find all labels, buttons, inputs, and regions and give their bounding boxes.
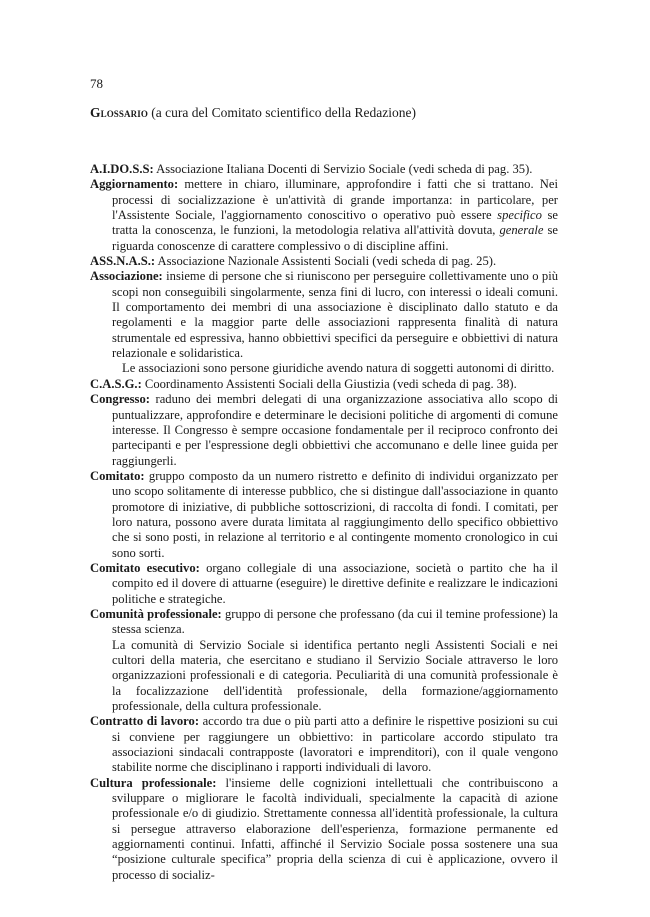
entry-term: A.I.DO.S.S:	[90, 162, 154, 176]
entry-term: Comitato:	[90, 468, 145, 483]
entry-definition: accordo tra due o più parti atto a definire le rispettive posizioni su cui si conviene per raggiungere un obbiettivo: in particolare accordo stipulato tra associazioni sindacali contrapposte (lavoratori e imprenditori), con il quale vengono stabilite norme che disciplinano i rapporti individuali di lavoro.	[112, 714, 558, 775]
glossary-entry-casg	[90, 377, 558, 392]
entry-emphasis: generale	[499, 223, 544, 238]
entry-term: Comitato esecutivo:	[90, 560, 200, 575]
section-heading	[90, 104, 570, 122]
glossary-entry-aidoss	[90, 162, 558, 177]
entry-definition: se riguarda conoscenze di carattere complessivo o di discipline affini.	[112, 223, 559, 253]
entry-term: Contratto di lavoro:	[90, 714, 200, 729]
entry-definition: Associazione Italiana Docenti di Servizio Sociale (vedi scheda di pag. 35).	[153, 162, 533, 176]
glossary-entry-comitato-esecutivo	[90, 561, 558, 607]
entry-term: C.A.S.G.:	[90, 376, 142, 391]
glossary-entry-comitato	[90, 469, 558, 561]
entry-term: Associazione:	[90, 269, 163, 284]
glossary-entry-comunita-professionale	[90, 607, 558, 638]
entry-term: Cultura professionale:	[90, 775, 217, 790]
entry-definition: gruppo di persone che professano (da cui il temine professione) la stessa scienza.	[112, 606, 558, 637]
entry-note: Le associazioni sono persone giuridiche avendo natura di soggetti autonomi di diritto.	[122, 361, 555, 376]
entry-definition: se tratta la conoscenza, le funzioni, la metodologia relativa all'attività dovuta,	[112, 208, 558, 238]
page-number: 78	[90, 76, 103, 91]
entry-definition: l'insieme delle cognizioni intellettuali che contribuiscono a sviluppare o migliorare le facoltà individuali, specialmente la capacità di azione professionale e/o di giudizio. Strettamente connessa all'identità professionale, la cultura si persegue attraverso elaborazione dell'esperienza, formazione permanente ed aggiornamenti continui. Infatti, affinché il Servizio Sociale possa sostenere una sua “posizione culturale specifica” propria della scienza di cui è applicazione, ovvero il processo di socializ-	[112, 775, 558, 882]
glossary-entry-cultura-professionale	[90, 776, 558, 883]
entry-definition: insieme di persone che si riuniscono per perseguire collettivamente uno o più scopi non conseguibili singolarmente, senza fini di lucro, con interessi o ideali comuni. Il comportamento dei membri di una associazione è disciplinato dallo statuto e da regolamenti e la maggior parte delle associazioni rappresenta finalità di natura strumentale ed espressiva, hanno obbiettivi specifici da perseguire e obbiettivi di natura relazionale e solidaristica.	[112, 269, 558, 361]
glossary-entry-assnas	[90, 254, 558, 269]
glossary-entry-associazione	[90, 269, 558, 361]
entry-definition: mettere in chiaro, illuminare, approfondire i fatti che si trattano. Nei processi di socializzazione è un'attività di grande importanza: in particolare, per l'Assistente Sociale, l'aggiornamento conoscitivo o operativo può essere	[112, 177, 558, 223]
entry-definition: gruppo composto da un numero ristretto e definito di individui organizzato per uno scopo solitamente di interesse pubblico, che si distingue dall'associazione in quanto promotore di iniziative, di pubbliche sottoscrizioni, di raccolta di fondi. I comitati, per loro natura, possono avere durata limitata al raggiungimento dello specifico obbiettivo che si sono posti, in relazione al territorio e al contingente momento cronologico in cui sono sorti.	[112, 468, 558, 560]
entry-definition: Coordinamento Assistenti Sociali della Giustizia (vedi scheda di pag. 38).	[141, 376, 517, 391]
entry-emphasis: specifico	[497, 208, 542, 223]
glossary-title: Glossario	[90, 105, 148, 120]
entry-term: Aggiornamento:	[90, 177, 179, 192]
entry-term: Congresso:	[90, 392, 150, 407]
glossary-entry-congresso	[90, 392, 558, 469]
entry-definition: Associazione Nazionale Assistenti Sociali (vedi scheda di pag. 25).	[155, 254, 497, 269]
entry-note: La comunità di Servizio Sociale si identifica pertanto negli Assistenti Sociali e nei cultori della materia, che esercitano e studiano il Servizio Sociale attraverso le loro organizzazioni professionali e di categoria. Peculiarità di una comunità professionale è la focalizzazione dell'identità professionale, della formazione/aggiornamento professionale, della cultura professionale.	[112, 637, 558, 714]
entry-term: ASS.N.A.S.:	[90, 254, 156, 269]
glossary-entry-aggiornamento	[90, 177, 558, 254]
entry-definition: raduno dei membri delegati di una organizzazione associativa allo scopo di puntualizzare, approfondire e determinare le decisioni politiche di argomenti di comune interesse. Il Congresso è sempre occasione fondamentale per il reciproco confronto dei partecipanti e per l'espressione degli obbiettivi che accomunano e delle linee guida per raggiungerli.	[112, 392, 558, 468]
glossary-subtitle: (a cura del Comitato scientifico della Redazione)	[147, 105, 416, 120]
glossary-entry-contratto-di-lavoro	[90, 714, 558, 775]
entry-term: Comunità professionale:	[90, 606, 222, 621]
entry-definition: organo collegiale di una associazione, società o partito che ha il compito ed il dovere di attuarne (eseguire) le direttive definite e realizzare le indicazioni politiche e strategiche.	[112, 560, 558, 606]
glossary-entries	[90, 162, 558, 883]
